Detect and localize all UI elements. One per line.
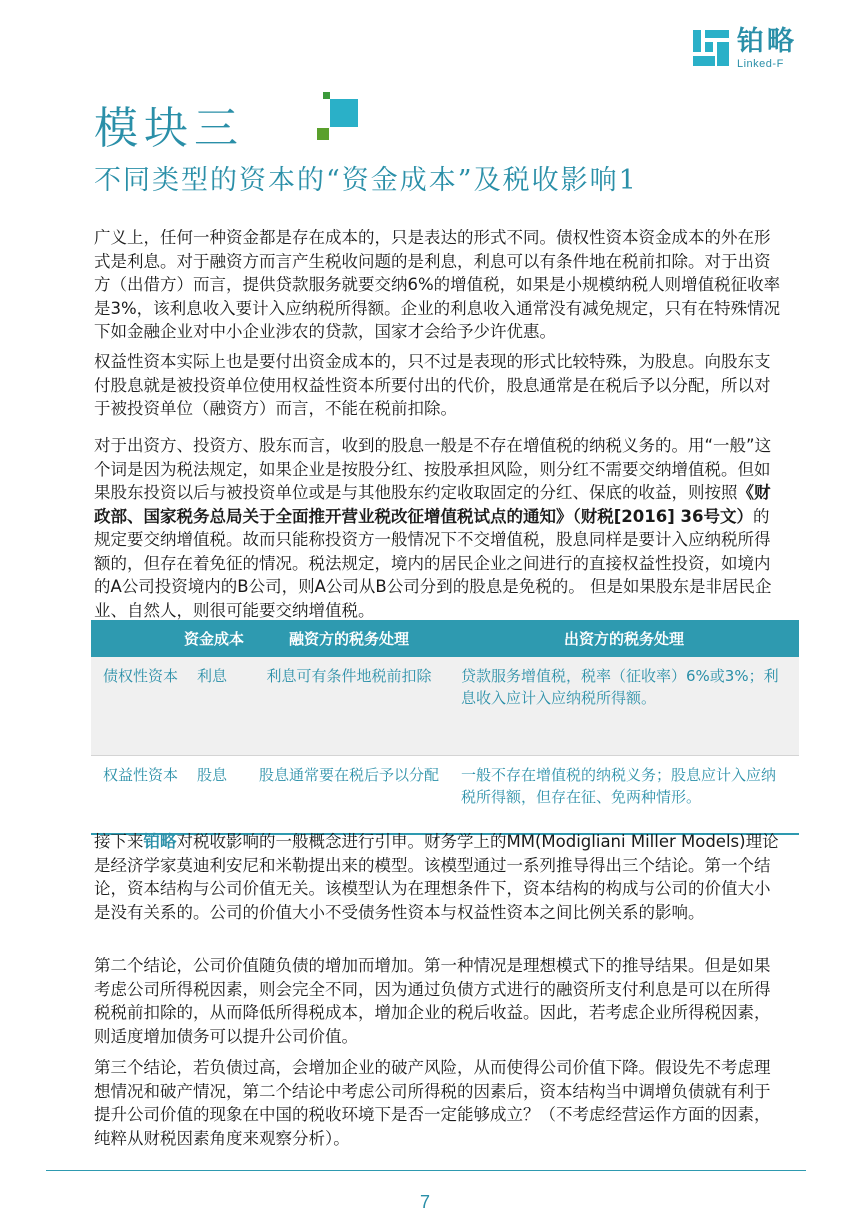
page-number: 7 (419, 1192, 430, 1212)
decorative-square-large (330, 99, 358, 127)
logo-english-name: Linked-F (737, 58, 784, 70)
footer-divider (46, 1170, 806, 1171)
table-header-cell: 资金成本 (183, 630, 244, 648)
table-header-cell: 出资方的税务处理 (563, 630, 684, 648)
paragraph-text-before: 接下来 (94, 832, 144, 851)
logo-chinese-name: 铂略 (737, 26, 797, 57)
table-header-row (91, 620, 799, 657)
section-subtitle: 不同类型的资本的“资金成本”及税收影响1 (94, 165, 638, 196)
paragraph-mm-theory (94, 830, 784, 924)
decorative-square-green (317, 128, 329, 140)
tax-treatment-table (91, 620, 799, 835)
table-cell: 利息可有条件地税前扣除 (266, 667, 432, 685)
module-title: 模块三 (94, 103, 244, 154)
paragraph-text-after: 的规定要交纳增值税。故而只能称投资方一般情况下不交增值税，股息同样是要计入应纳税所得额的，但存在着免征的情况。税法规定，境内的居民企业之间进行的直接权益性投资，如境内的A公司投资境内的B公司，则A公司从B公司分到的股息是免税的。 但是如果股东是非居民企业、自然人，则很可能要交纳增值税。 (94, 506, 772, 620)
table-header-cell (91, 620, 179, 657)
table-cell: 贷款服务增值税，税率（征收率）6%或3%；利息收入应计入应纳税所得额。 (461, 667, 779, 707)
table-cell: 股息 (197, 766, 228, 784)
paragraph-text-after: 对税收影响的一般概念进行引申。财务学上的MM(Modigliani Miller Models)理论是经济学家莫迪利安尼和米勒提出来的模型。该模型通过一系列推导得出三个结论。第一个结论，资本结构与公司价值无关。该模型认为在理想条件下，资本结构的构成与公司的价值大小是没有关系的。公司的价值大小不受债务性资本与权益性资本之间比例关系的影响。 (94, 832, 779, 922)
regulation-reference: 《财政部、国家税务总局关于全面推开营业税改征增值税试点的通知》（财税[2016] 36号文） (94, 483, 771, 526)
table-header-cell: 融资方的税务处理 (288, 630, 409, 648)
paragraph-dividend-vat (94, 434, 784, 622)
table-row (91, 657, 799, 756)
paragraph-second-conclusion: 第二个结论，公司价值随负债的增加而增加。第一种情况是理想模式下的推导结果。但是如果考虑公司所得税因素，则会完全不同，因为通过负债方式进行的融资所支付利息是可以在所得税税前扣除的，从而降低所得税成本，增加企业的税后收益。因此，若考虑企业所得税因素，则适度增加债务可以提升公司价值。 (94, 956, 771, 1046)
paragraph-equity-capital: 权益性资本实际上也是要付出资金成本的，只不过是表现的形式比较特殊，为股息。向股东支付股息就是被投资单位使用权益性资本所要付出的代价，股息通常是在税后予以分配，所以对于被投资单位（融资方）而言，不能在税前扣除。 (94, 352, 771, 418)
table-cell: 一般不存在增值税的纳税义务；股息应计入应纳税所得额，但存在征、免两种情形。 (461, 766, 777, 806)
paragraph-text-before: 对于出资方、投资方、股东而言，收到的股息一般是不存在增值税的纳税义务的。用“一般”这个词是因为税法规定，如果企业是按股分红、按股承担风险，则分红不需要交纳增值税。但如果股东投资以后与被投资单位或是与其他股东约定收取固定的分红、保底的收益，则按照 (94, 436, 772, 502)
table-cell: 股息通常要在税后予以分配 (259, 766, 440, 784)
brand-name-highlight: 铂略 (143, 832, 177, 851)
table-cell: 权益性资本 (103, 766, 179, 784)
brand-logo (693, 26, 823, 76)
table-cell: 债权性资本 (103, 667, 179, 685)
logo-mark-icon (693, 30, 729, 66)
table-row (91, 756, 799, 835)
table-cell: 利息 (197, 667, 228, 685)
paragraph-debt-capital: 广义上，任何一种资金都是存在成本的，只是表达的形式不同。债权性资本资金成本的外在形式是利息。对于融资方而言产生税收问题的是利息，利息可以有条件地在税前扣除。对于出资方（出借方）而言，提供贷款服务就要交纳6%的增值税，如果是小规模纳税人则增值税征收率是3%，该利息收入要计入应纳税所得额。企业的利息收入通常没有减免规定，只有在特殊情况下如金融企业对中小企业涉农的贷款，国家才会给予少许优惠。 (94, 228, 781, 341)
paragraph-third-conclusion: 第三个结论，若负债过高，会增加企业的破产风险，从而使得公司价值下降。假设先不考虑理想情况和破产情况，第二个结论中考虑公司所得税的因素后，资本结构当中调增负债就有利于提升公司价值的现象在中国的税收环境下是否一定能够成立？（不考虑经营运作方面的因素，纯粹从财税因素角度来观察分析）。 (94, 1058, 771, 1148)
decorative-square-small (323, 92, 330, 99)
